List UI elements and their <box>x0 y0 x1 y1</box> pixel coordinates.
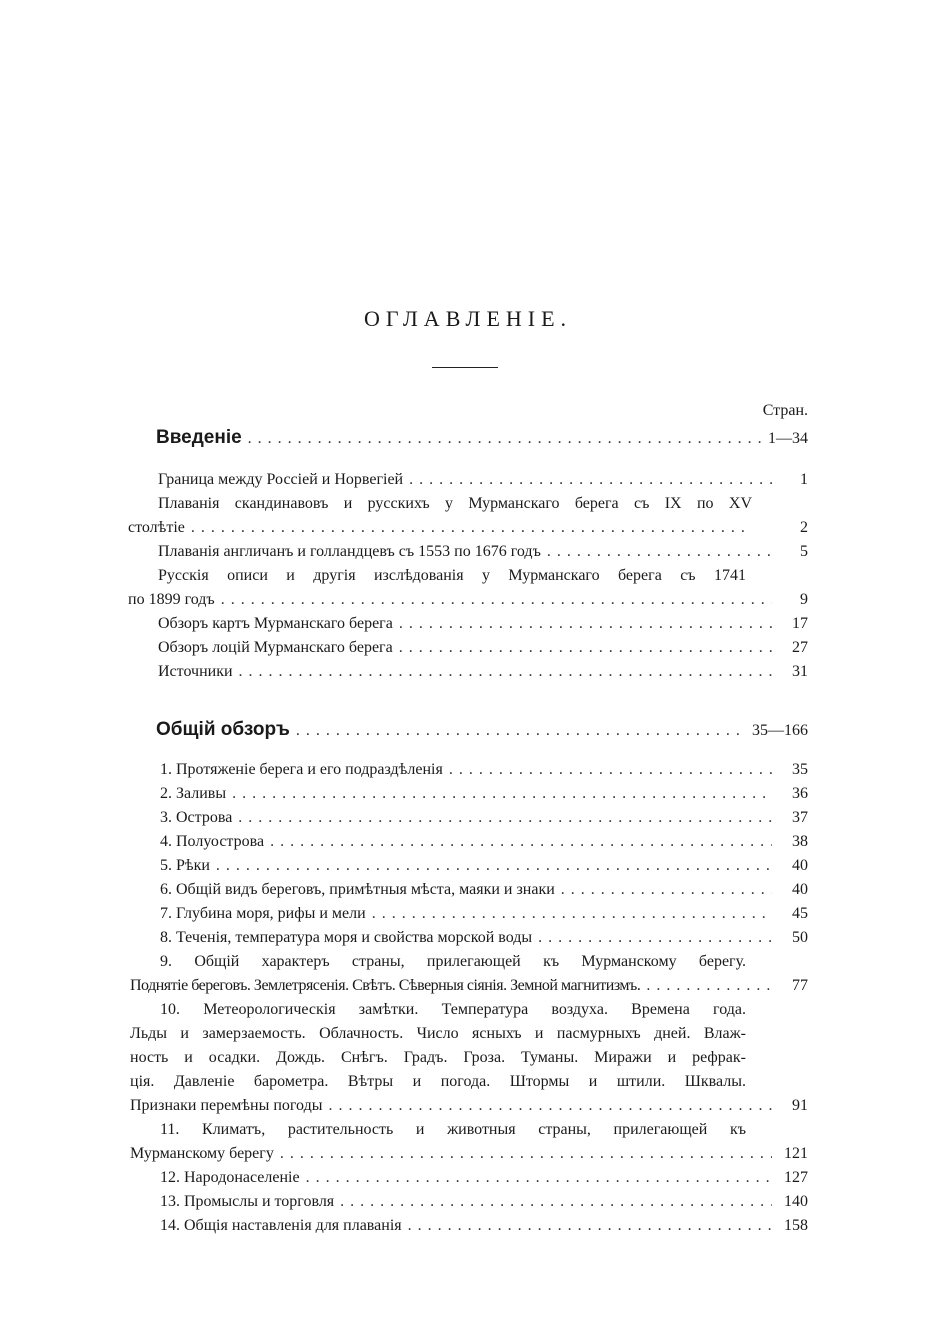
leader-dots <box>372 902 772 926</box>
leader-dots <box>409 468 772 492</box>
entry-page: 27 <box>792 639 808 656</box>
toc-entry[interactable] <box>160 878 808 902</box>
toc-entry[interactable] <box>128 516 808 540</box>
toc-entry-line: 11. Климатъ, растительность и животныя страны, прилегающей къ <box>160 1121 746 1138</box>
entry-title: Обзоръ картъ Мурманскаго берега <box>158 615 393 632</box>
entry-page: 17 <box>792 615 808 632</box>
leader-dots <box>399 636 772 660</box>
entry-page: 127 <box>784 1169 808 1186</box>
entry-title: 1. Протяженіе берега и его подраздѣленія <box>160 761 443 778</box>
leader-dots <box>280 1142 772 1166</box>
title-divider <box>432 367 498 368</box>
entry-page: 50 <box>792 929 808 946</box>
toc-entry[interactable] <box>130 974 808 998</box>
toc-section-general-review[interactable] <box>156 716 808 744</box>
entry-page: 5 <box>800 543 808 560</box>
entry-page: 140 <box>784 1193 808 1210</box>
leader-dots <box>306 1166 772 1190</box>
entry-page: 37 <box>792 809 808 826</box>
leader-dots <box>538 926 772 950</box>
entry-title: 4. Полуострова <box>160 833 265 850</box>
section-heading: Введеніе <box>156 427 242 448</box>
leader-dots <box>561 878 772 902</box>
toc-entry[interactable] <box>160 806 808 830</box>
toc-section-introduction[interactable] <box>156 424 808 452</box>
toc-entry[interactable] <box>130 1094 808 1118</box>
toc-entry-line: ція. Давленіе барометра. Вѣтры и погода. Штормы и штили. Шквалы. <box>130 1073 746 1090</box>
leader-dots <box>248 425 762 453</box>
entry-page: 45 <box>792 905 808 922</box>
entry-page: 9 <box>800 591 808 608</box>
entry-title: 13. Промыслы и торговля <box>160 1193 335 1210</box>
entry-title: Поднятіе береговъ. Землетрясенія. Свѣтъ. Сѣверныя сіянія. Земной магнитизмъ. <box>130 977 641 994</box>
entry-page: 35 <box>792 761 808 778</box>
entry-page: 38 <box>792 833 808 850</box>
toc-entry[interactable] <box>130 1142 808 1166</box>
leader-dots <box>547 540 772 564</box>
leader-dots <box>239 660 772 684</box>
leader-dots <box>270 830 772 854</box>
entry-page: 36 <box>792 785 808 802</box>
leader-dots <box>232 782 772 806</box>
entry-title: 5. Рѣки <box>160 857 210 874</box>
toc-entry[interactable] <box>160 1190 808 1214</box>
entry-title: Мурманскому берегу <box>130 1145 274 1162</box>
entry-title: Признаки перемѣны погоды <box>130 1097 323 1114</box>
toc-entry-line: Плаванія скандинавовъ и русскихъ у Мурманскаго берега съ IX по XV <box>158 495 752 512</box>
leader-dots <box>191 516 772 540</box>
entry-title: Граница между Россіей и Норвегіей <box>158 471 404 488</box>
entry-page: 158 <box>784 1217 808 1234</box>
entry-page: 2 <box>800 519 808 536</box>
entry-page: 40 <box>792 881 808 898</box>
toc-entry[interactable] <box>158 468 808 492</box>
entry-title: Источники <box>158 663 233 680</box>
toc-entry[interactable] <box>160 854 808 878</box>
entry-page: 31 <box>792 663 808 680</box>
entry-title: 2. Заливы <box>160 785 227 802</box>
toc-entry[interactable] <box>160 830 808 854</box>
section-heading: Общій обзоръ <box>156 719 290 740</box>
toc-entry-line: Льды и замерзаемость. Облачность. Число ясныхъ и пасмурныхъ дней. Влаж- <box>130 1025 746 1042</box>
leader-dots <box>328 1094 772 1118</box>
entry-title: 14. Общія наставленія для плаванія <box>160 1217 402 1234</box>
toc-entry[interactable] <box>158 540 808 564</box>
leader-dots <box>449 758 772 782</box>
entry-title: Обзоръ лоцій Мурманскаго берега <box>158 639 393 656</box>
toc-entry[interactable] <box>160 1166 808 1190</box>
leader-dots <box>238 806 772 830</box>
page-column-label: Стран. <box>762 402 808 419</box>
leader-dots <box>646 974 772 998</box>
leader-dots <box>296 717 746 745</box>
toc-entry-line: ность и осадки. Дождь. Снѣгъ. Градъ. Гроза. Туманы. Миражи и рефрак- <box>130 1049 746 1066</box>
entry-title: 6. Общій видъ береговъ, примѣтныя мѣста, маяки и знаки <box>160 881 555 898</box>
entry-title: 8. Теченія, температура моря и свойства морской воды <box>160 929 533 946</box>
toc-entry[interactable] <box>158 660 808 684</box>
entry-page: 1 <box>800 471 808 488</box>
toc-entry[interactable] <box>160 782 808 806</box>
entry-title: 3. Острова <box>160 809 233 826</box>
entry-title: 12. Народонаселеніе <box>160 1169 300 1186</box>
entry-page: 121 <box>784 1145 808 1162</box>
toc-entry[interactable] <box>158 612 808 636</box>
toc-entry[interactable] <box>158 636 808 660</box>
leader-dots <box>340 1190 772 1214</box>
section-pages: 1—34 <box>768 430 808 447</box>
entry-title: Плаванія англичанъ и голландцевъ съ 1553 по 1676 годъ <box>158 543 541 560</box>
toc-entry[interactable] <box>160 1214 808 1238</box>
toc-entry[interactable] <box>128 588 808 612</box>
entry-page: 77 <box>792 977 808 994</box>
entry-title: столѣтіе <box>128 519 185 536</box>
leader-dots <box>221 588 772 612</box>
leader-dots <box>399 612 772 636</box>
section-pages: 35—166 <box>752 722 808 739</box>
toc-entry-line: 10. Метеорологическія замѣтки. Температура воздуха. Времена года. <box>160 1001 746 1018</box>
toc-entry[interactable] <box>160 902 808 926</box>
entry-page: 40 <box>792 857 808 874</box>
leader-dots <box>408 1214 772 1238</box>
page-title: ОГЛАВЛЕНІЕ. <box>363 306 573 331</box>
toc-entry[interactable] <box>160 758 808 782</box>
entry-page: 91 <box>792 1097 808 1114</box>
leader-dots <box>216 854 772 878</box>
entry-title: 7. Глубина моря, рифы и мели <box>160 905 366 922</box>
entry-title: по 1899 годъ <box>128 591 215 608</box>
toc-entry-line: Русскія описи и другія изслѣдованія у Мурманскаго берега съ 1741 <box>158 567 746 584</box>
toc-entry-line: 9. Общій характеръ страны, прилегающей къ Мурманскому берегу. <box>160 953 746 970</box>
toc-entry[interactable] <box>160 926 808 950</box>
